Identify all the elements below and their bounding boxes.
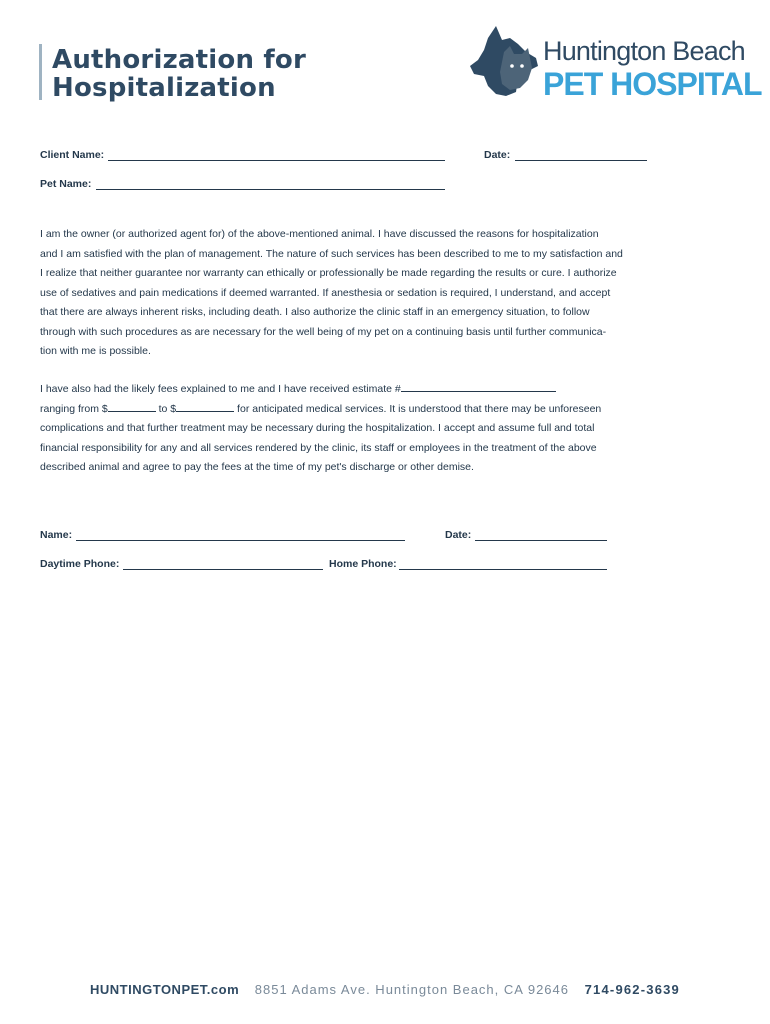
title-line-1: Authorization for xyxy=(52,45,307,75)
paragraph-line: through with such procedures as are necessary for the well being of my pet on a continuing basis until further communica- xyxy=(40,325,607,338)
signature-date-label: Date: xyxy=(445,529,472,541)
paragraph-line xyxy=(40,380,650,400)
home-phone-label: Home Phone: xyxy=(329,558,397,570)
footer-phone[interactable]: 714-962-3639 xyxy=(584,982,680,997)
daytime-phone-field[interactable] xyxy=(123,569,323,570)
date-label: Date: xyxy=(484,149,511,161)
logo-text-bottom: PET HOSPITAL xyxy=(543,66,762,102)
range-text-b: to $ xyxy=(155,402,177,415)
footer-website[interactable]: HUNTINGTONPET.com xyxy=(90,982,240,997)
paragraph-line: complications and that further treatment may be necessary during the hospitalization. I accept and assume full and total xyxy=(40,422,595,434)
range-text-c: for anticipated medical services. It is understood that there may be unforeseen xyxy=(234,402,602,415)
daytime-phone-label: Daytime Phone: xyxy=(40,558,120,570)
page-title xyxy=(52,46,306,102)
date-field[interactable] xyxy=(515,160,647,161)
signature-date-field[interactable] xyxy=(475,540,607,541)
dog-and-cat-silhouette-icon xyxy=(466,22,544,102)
hospital-logo xyxy=(466,22,762,102)
paragraph-line: use of sedatives and pain medications if deemed warranted. If anesthesia or sedation is required, I understand, and accept xyxy=(40,286,611,299)
range-text-a: ranging from $ xyxy=(40,402,108,415)
footer-address: 8851 Adams Ave. Huntington Beach, CA 92646 xyxy=(254,982,569,997)
paragraph-line: I am the owner (or authorized agent for) of the above-mentioned animal. I have discussed the reasons for hospitalization xyxy=(40,228,599,240)
paragraph-line: that there are always inherent risks, including death. I also authorize the clinic staff in an emergency situation, to follow xyxy=(40,306,590,318)
range-low-field[interactable] xyxy=(108,400,156,412)
authorization-paragraph xyxy=(40,225,650,362)
name-label: Name: xyxy=(40,529,73,541)
client-name-label: Client Name: xyxy=(40,149,105,161)
pet-name-label: Pet Name: xyxy=(40,178,92,190)
paragraph-line: tion with me is possible. xyxy=(40,345,151,357)
fees-paragraph xyxy=(40,380,650,478)
client-name-field[interactable] xyxy=(108,160,445,161)
pet-name-field[interactable] xyxy=(96,189,445,190)
paragraph-line: described animal and agree to pay the fees at the time of my pet's discharge or other demise. xyxy=(40,461,474,473)
home-phone-field[interactable] xyxy=(399,569,607,570)
paragraph-line: I realize that neither guarantee nor warranty can ethically or professionally be made regarding the results or cure. I authorize xyxy=(40,267,617,279)
range-high-field[interactable] xyxy=(176,400,234,412)
logo-text-top: Huntington Beach xyxy=(543,36,745,66)
paragraph-line xyxy=(40,400,650,420)
paragraph-line: and I am satisfied with the plan of management. The nature of such services has been described to me to my satisfaction and xyxy=(40,247,623,260)
footer xyxy=(0,982,770,997)
paragraph-line: financial responsibility for any and all services rendered by the clinic, its staff or employees in the treatment of the above xyxy=(40,441,597,454)
estimate-text: I have also had the likely fees explained to me and I have received estimate # xyxy=(40,383,401,395)
estimate-number-field[interactable] xyxy=(401,380,556,392)
title-accent-bar xyxy=(39,44,42,100)
title-line-2: Hospitalization xyxy=(52,73,276,103)
name-field[interactable] xyxy=(76,540,405,541)
